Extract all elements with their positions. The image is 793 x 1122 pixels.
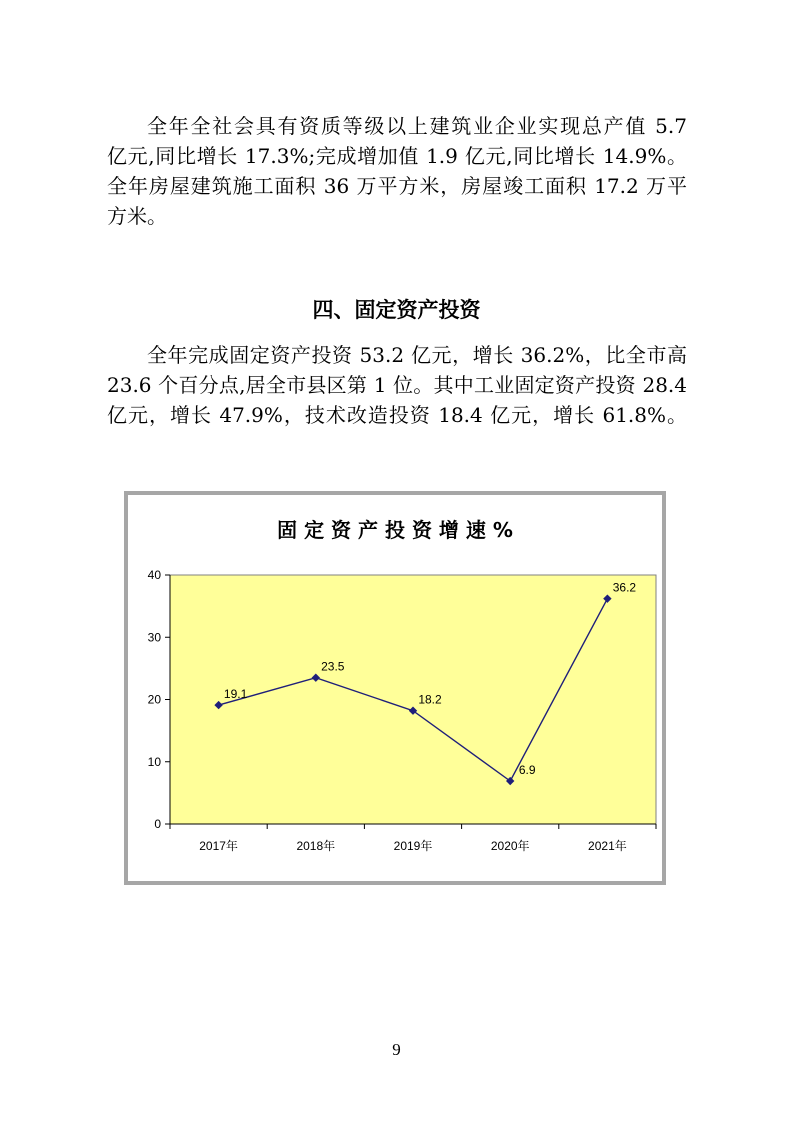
section-heading: 四、固定资产投资 [312,298,481,322]
paragraph-line: 23.6 个百分点,居全市县区第 1 位。其中工业固定资产投资 28.4 [107,373,687,397]
y-tick-label: 40 [147,568,161,582]
data-label: 6.9 [518,763,536,778]
data-label: 23.5 [321,659,345,674]
x-tick-label: 2017年 [199,839,238,853]
data-label: 19.1 [223,687,248,702]
data-label: 36.2 [612,580,637,595]
paragraph-line: 全年房屋建筑施工面积 36 万平方米，房屋竣工面积 17.2 万平 [107,174,687,198]
y-tick-label: 0 [154,817,161,831]
construction-paragraph [107,111,687,231]
y-tick-label: 30 [147,630,161,645]
chart-title: 固 定 资 产 投 资 增 速 % [277,518,513,542]
x-tick-label: 2021年 [588,839,627,853]
investment-paragraph [107,340,687,430]
x-tick-label: 2018年 [296,839,336,853]
paragraph-line: 全年全社会具有资质等级以上建筑业企业实现总产值 5.7 [147,114,687,138]
x-tick-label: 2020年 [490,839,530,853]
paragraph-line: 全年完成固定资产投资 53.2 亿元，增长 36.2%，比全市高 [147,343,687,367]
paragraph-line: 亿元,同比增长 17.3%;完成增加值 1.9 亿元,同比增长 14.9%。 [107,144,687,168]
chart-canvas [128,495,662,881]
data-label: 18.2 [418,692,442,707]
x-tick-label: 2019年 [393,839,433,853]
paragraph-line: 亿元，增长 47.9%，技术改造投资 18.4 亿元，增长 61.8%。 [107,403,687,427]
investment-growth-chart [124,491,666,885]
page-number: 9 [392,1040,401,1059]
paragraph-line: 方米。 [107,204,167,228]
y-tick-label: 10 [147,754,161,769]
y-tick-label: 20 [147,692,161,707]
